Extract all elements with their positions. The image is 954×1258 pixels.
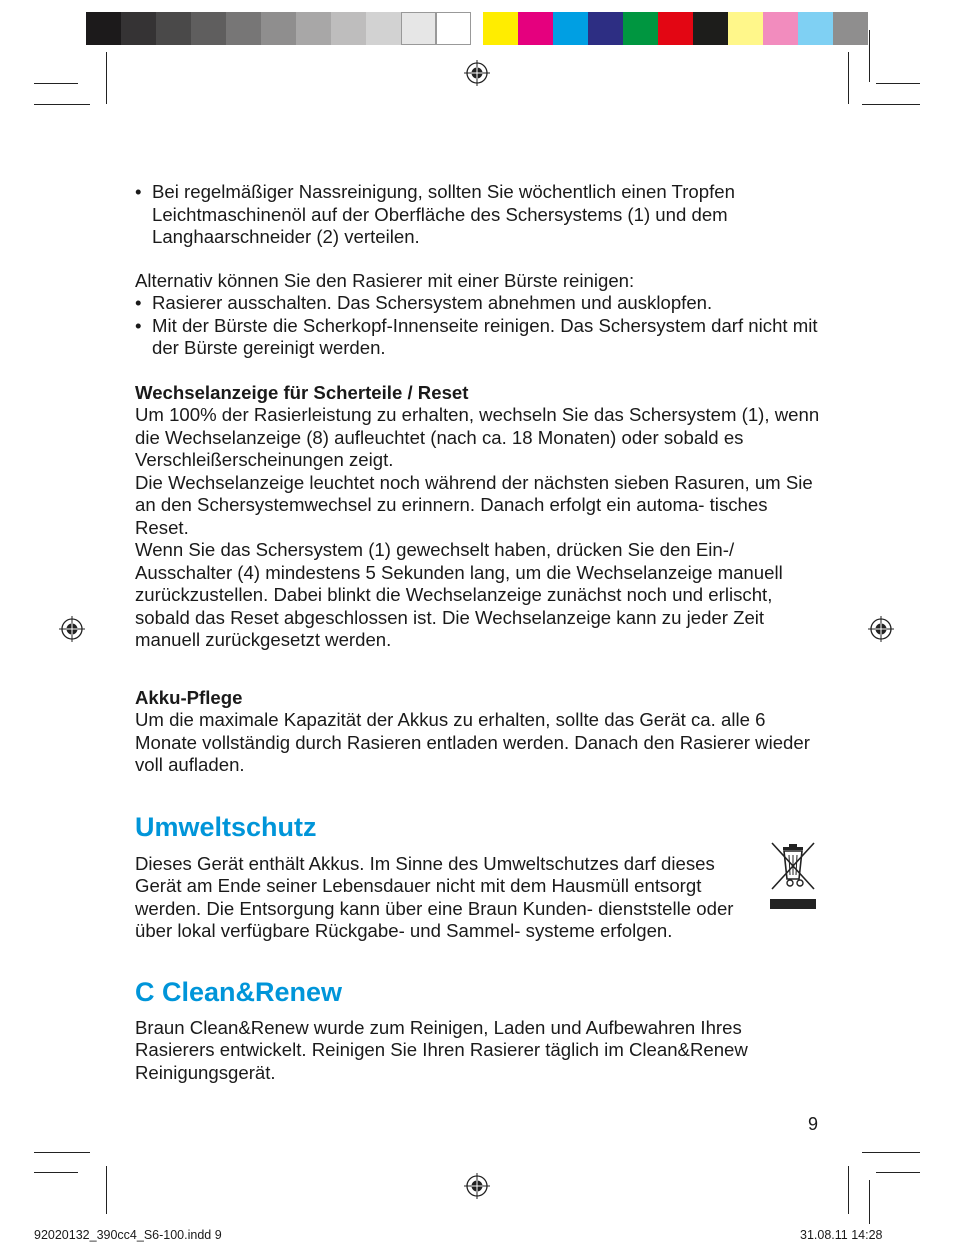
paragraph: Wenn Sie das Schersystem (1) gewechselt haben, drücken Sie den Ein-/ Ausschalter (4) mindestens 5 Sekunden lang, um die Wechselanzeige manuell zurückzustellen. Dabei blinkt die Wechselanzeige zunächst noch und erlischt, sobald das Reset abgeschlossen ist. Die Wechselanzeige kann zu jeder Zeit manuell zurückgesetzt werden.: [135, 539, 783, 650]
paragraph: Um die maximale Kapazität der Akkus zu erhalten, sollte das Gerät ca. alle 6 Monate vollständig durch Rasieren entladen werden. Danach den Rasierer wieder voll aufladen.: [135, 709, 810, 775]
footer-timestamp: 31.08.11 14:28: [800, 1228, 883, 1242]
color-swatch: [763, 12, 798, 45]
crossed-bin-icon: [768, 841, 818, 911]
color-swatch: [483, 12, 518, 45]
crop-mark: [34, 104, 90, 105]
color-swatch: [798, 12, 833, 45]
color-swatch: [553, 12, 588, 45]
crop-mark: [869, 30, 870, 82]
registration-mark-icon: [59, 616, 85, 642]
paragraph: Um 100% der Rasierleistung zu erhalten, wechseln Sie das Schersystem (1), wenn die Wechselanzeige (8) aufleuchtet (nach ca. 18 Monaten) oder sobald es Verschleißerscheinungen zeigt.: [135, 404, 820, 470]
crop-mark: [106, 52, 107, 104]
gray-swatch: [86, 12, 121, 45]
color-swatch: [728, 12, 763, 45]
crop-mark: [34, 1172, 78, 1173]
gray-swatch: [436, 12, 471, 45]
chapter-heading: Umweltschutz: [135, 811, 317, 842]
crop-mark: [848, 52, 849, 104]
gray-swatch: [226, 12, 261, 45]
crop-mark: [869, 1180, 870, 1224]
crop-mark: [876, 83, 920, 84]
crop-mark: [34, 83, 78, 84]
color-swatch: [623, 12, 658, 45]
color-swatch: [658, 12, 693, 45]
gray-swatch: [261, 12, 296, 45]
chapter-heading: C Clean&Renew: [135, 976, 343, 1007]
crop-mark: [862, 1152, 920, 1153]
gray-swatch: [366, 12, 401, 45]
gray-swatch: [121, 12, 156, 45]
crop-mark: [106, 1166, 107, 1214]
paragraph: Die Wechselanzeige leuchtet noch während der nächsten sieben Rasuren, um Sie an den Schersystemwechsel zu erinnern. Danach erfolgt ein automa- tisches Reset.: [135, 471, 813, 538]
gray-swatch: [401, 12, 436, 45]
crop-mark: [34, 1152, 90, 1153]
registration-mark-icon: [464, 1173, 490, 1199]
paragraph: Braun Clean&Renew wurde zum Reinigen, Laden und Aufbewahren Ihres Rasierers entwickelt. Reinigen Sie Ihren Rasierer täglich im Clean&Renew Reinigungsgerät.: [135, 1016, 748, 1083]
bullet-item: • Mit der Bürste die Scherkopf-Innenseite reinigen. Das Schersystem darf nicht mit der Bürste gereinigt werden.: [135, 315, 825, 360]
gray-swatch: [191, 12, 226, 45]
crop-mark: [848, 1166, 849, 1214]
color-swatch: [518, 12, 553, 45]
gray-swatch: [156, 12, 191, 45]
crop-mark: [862, 104, 920, 105]
page-content: [135, 181, 825, 1084]
gray-swatch: [331, 12, 366, 45]
crop-mark: [876, 1172, 920, 1173]
umwelt-section: [135, 853, 825, 943]
registration-mark-icon: [868, 616, 894, 642]
page-number: 9: [808, 1114, 819, 1134]
registration-mark-icon: [464, 60, 490, 86]
section-heading: Akku-Pflege: [135, 686, 243, 708]
bullet-item: • Bei regelmäßiger Nassreinigung, sollten Sie wöchentlich einen Tropfen Leichtmaschinenöl auf der Oberfläche des Schersystems (1) und dem Langhaarschneider (2) verteilen.: [135, 181, 825, 249]
footer-filename: 92020132_390cc4_S6-100.indd 9: [34, 1228, 222, 1242]
bullet-item: • Rasierer ausschalten. Das Schersystem abnehmen und ausklopfen.: [135, 292, 825, 315]
color-swatch: [833, 12, 868, 45]
section-heading: Wechselanzeige für Scherteile / Reset: [135, 381, 469, 403]
color-swatch: [693, 12, 728, 45]
paragraph: Dieses Gerät enthält Akkus. Im Sinne des Umweltschutzes darf dieses Gerät am Ende seiner Lebensdauer nicht mit dem Hausmüll entsorgt werden. Die Entsorgung kann über eine Braun Kunden- dienststelle oder über lokal verfügbare Rückgabe- und Sammel- systeme erfolgen.: [135, 852, 734, 941]
gray-swatch: [296, 12, 331, 45]
paragraph: Alternativ können Sie den Rasierer mit einer Bürste reinigen:: [135, 269, 635, 291]
color-swatch: [588, 12, 623, 45]
